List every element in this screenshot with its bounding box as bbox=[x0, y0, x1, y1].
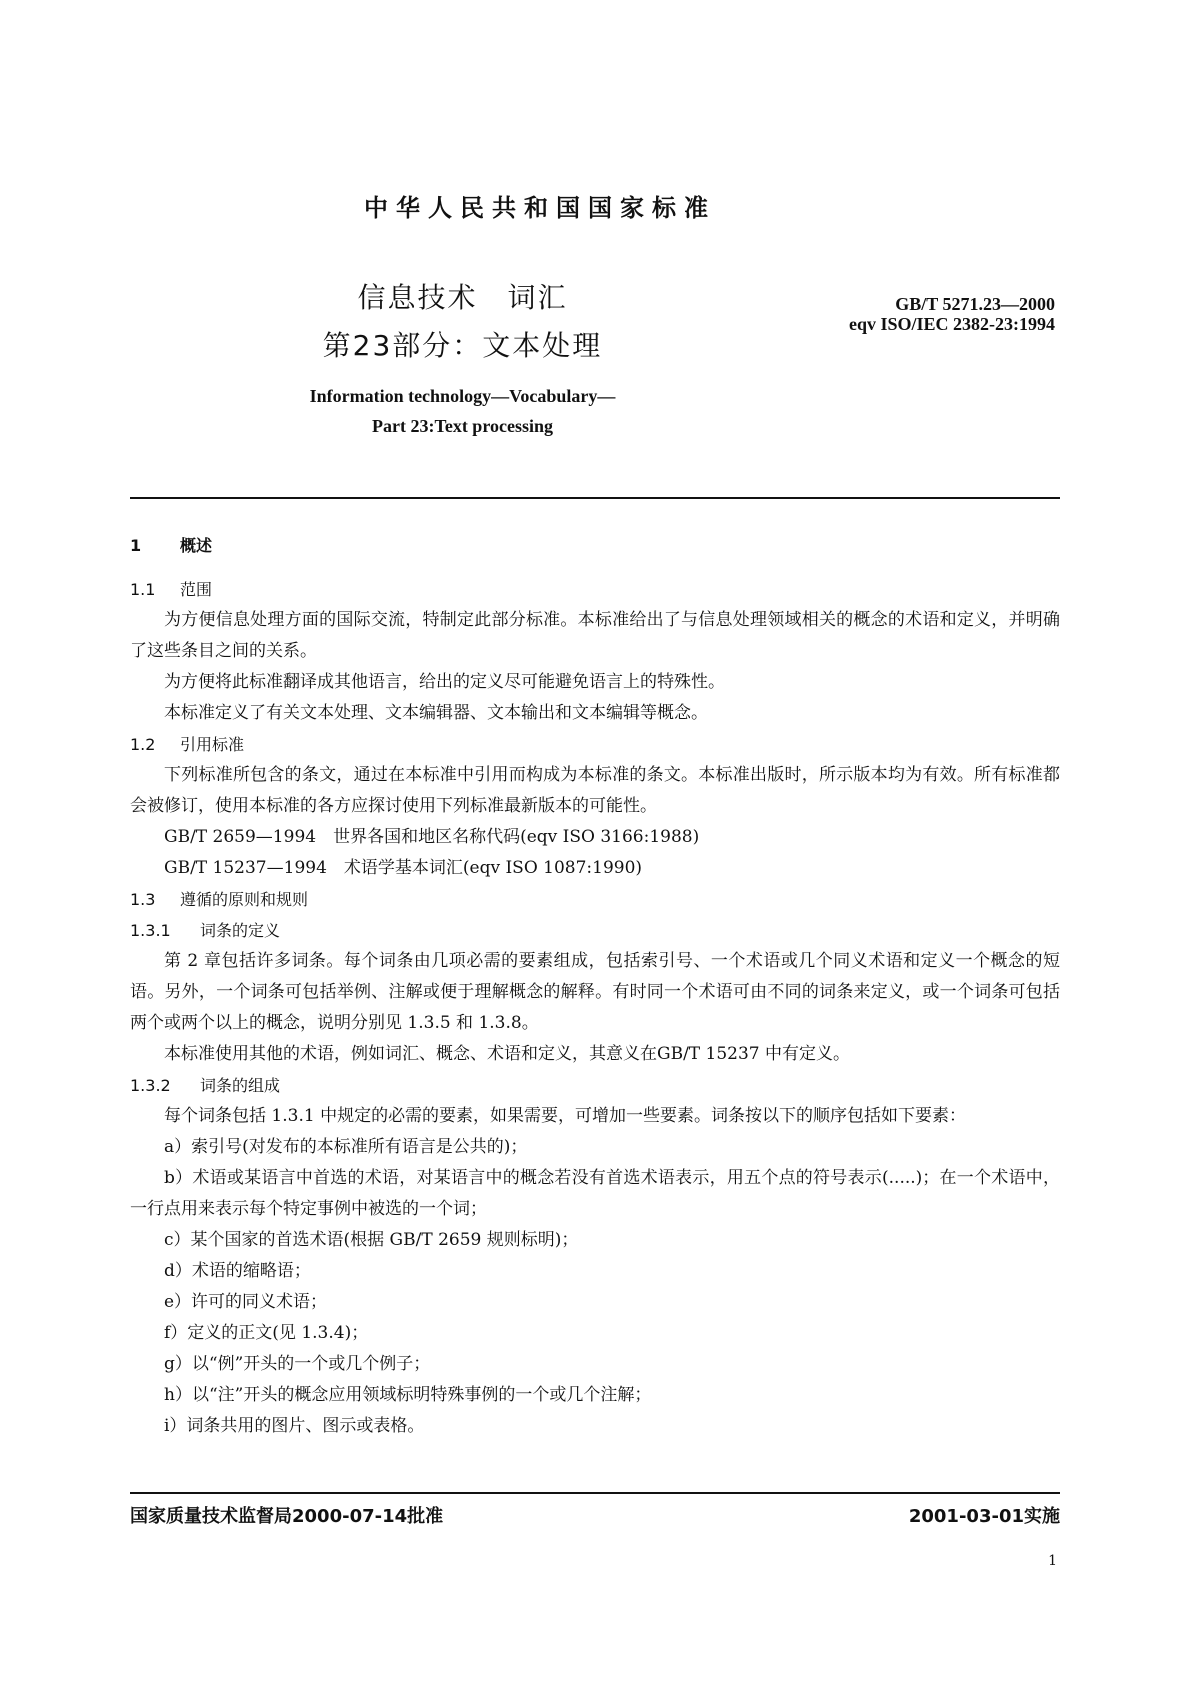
section-heading-1-3 bbox=[130, 884, 1060, 915]
list-item: f）定义的正文(见 1.3.4)； bbox=[164, 1323, 369, 1343]
list-item: c）某个国家的首选术语(根据 GB/T 2659 规则标明)； bbox=[164, 1230, 579, 1250]
section-heading-1 bbox=[130, 530, 1060, 561]
section-heading-1-2 bbox=[130, 729, 1060, 760]
section-heading-1-3-1 bbox=[130, 915, 1060, 946]
approval-date: 国家质量技术监督局2000-07-14批准 bbox=[130, 1506, 444, 1527]
header-divider bbox=[130, 497, 1060, 499]
paragraph: 第 2 章包括许多词条。每个词条由几项必需的要素组成，包括索引号、一个术语或几个同义术语和定义一个概念的短语。另外，一个词条可包括举例、注解或便于理解概念的解释。有时同一个术语可由不同的词条来定义，或一个词条可包括两个或两个以上的概念，说明分别见 1.3.5 和 1.3.8。 bbox=[130, 951, 1060, 1033]
list-item: h）以“注”开头的概念应用领域标明特殊事例的一个或几个注解； bbox=[164, 1385, 652, 1405]
section-title: 词条的定义 bbox=[200, 921, 281, 940]
referenced-standard: GB/T 15237—1994 术语学基本词汇(eqv ISO 1087:1990) bbox=[164, 858, 643, 878]
chinese-title-line-1: 信息技术 词汇 bbox=[357, 281, 568, 314]
section-number: 1.2 bbox=[130, 735, 156, 754]
section-title: 概述 bbox=[180, 536, 213, 555]
standard-code: GB/T 5271.23—2000 bbox=[895, 294, 1055, 314]
list-item: a）索引号(对发布的本标准所有语言是公共的)； bbox=[164, 1137, 528, 1157]
paragraph: 每个词条包括 1.3.1 中规定的必需的要素，如果需要，可增加一些要素。词条按以下的顺序包括如下要素： bbox=[164, 1106, 967, 1126]
footer-divider bbox=[130, 1492, 1060, 1494]
effective-date: 2001-03-01实施 bbox=[908, 1506, 1060, 1527]
section-heading-1-1 bbox=[130, 574, 1060, 605]
list-item: g）以“例”开头的一个或几个例子； bbox=[164, 1354, 431, 1374]
list-item: d）术语的缩略语； bbox=[164, 1261, 311, 1281]
page-number: 1 bbox=[1048, 1553, 1057, 1569]
section-title: 引用标准 bbox=[180, 735, 245, 754]
section-number: 1.3.1 bbox=[130, 921, 171, 940]
section-title: 词条的组成 bbox=[200, 1076, 281, 1095]
paragraph: 为方便信息处理方面的国际交流，特制定此部分标准。本标准给出了与信息处理领域相关的概念的术语和定义，并明确了这些条目之间的关系。 bbox=[130, 610, 1060, 661]
english-title-line-1: Information technology—Vocabulary— bbox=[309, 386, 616, 406]
chinese-title-line-2: 第23部分：文本处理 bbox=[322, 329, 603, 362]
section-number: 1.3 bbox=[130, 890, 156, 909]
standard-category-title: 中华人民共和国国家标准 bbox=[364, 194, 716, 222]
section-heading-1-3-2 bbox=[130, 1070, 1060, 1101]
section-number: 1.1 bbox=[130, 580, 156, 599]
english-title-line-2: Part 23:Text processing bbox=[372, 416, 553, 436]
paragraph: 下列标准所包含的条文，通过在本标准中引用而构成为本标准的条文。本标准出版时，所示版本均为有效。所有标准都会被修订，使用本标准的各方应探讨使用下列标准最新版本的可能性。 bbox=[130, 765, 1060, 816]
paragraph: 本标准定义了有关文本处理、文本编辑器、文本输出和文本编辑等概念。 bbox=[164, 703, 708, 723]
document-body bbox=[130, 530, 1060, 1442]
paragraph: 本标准使用其他的术语，例如词汇、概念、术语和定义，其意义在GB/T 15237 中有定义。 bbox=[164, 1044, 851, 1064]
list-item: e）许可的同义术语； bbox=[164, 1292, 328, 1312]
equivalent-standard-code: eqv ISO/IEC 2382-23:1994 bbox=[848, 314, 1055, 334]
section-number: 1.3.2 bbox=[130, 1076, 171, 1095]
list-item: b）术语或某语言中首选的术语，对某语言中的概念若没有首选术语表示，用五个点的符号表示(.....)；在一个术语中，一行点用来表示每个特定事例中被选的一个词； bbox=[130, 1168, 1060, 1219]
section-title: 遵循的原则和规则 bbox=[180, 890, 309, 909]
list-item: i）词条共用的图片、图示或表格。 bbox=[164, 1416, 425, 1436]
section-title: 范围 bbox=[180, 580, 213, 599]
paragraph: 为方便将此标准翻译成其他语言，给出的定义尽可能避免语言上的特殊性。 bbox=[164, 672, 725, 692]
section-number: 1 bbox=[130, 536, 142, 555]
referenced-standard: GB/T 2659—1994 世界各国和地区名称代码(eqv ISO 3166:1988) bbox=[164, 827, 700, 847]
